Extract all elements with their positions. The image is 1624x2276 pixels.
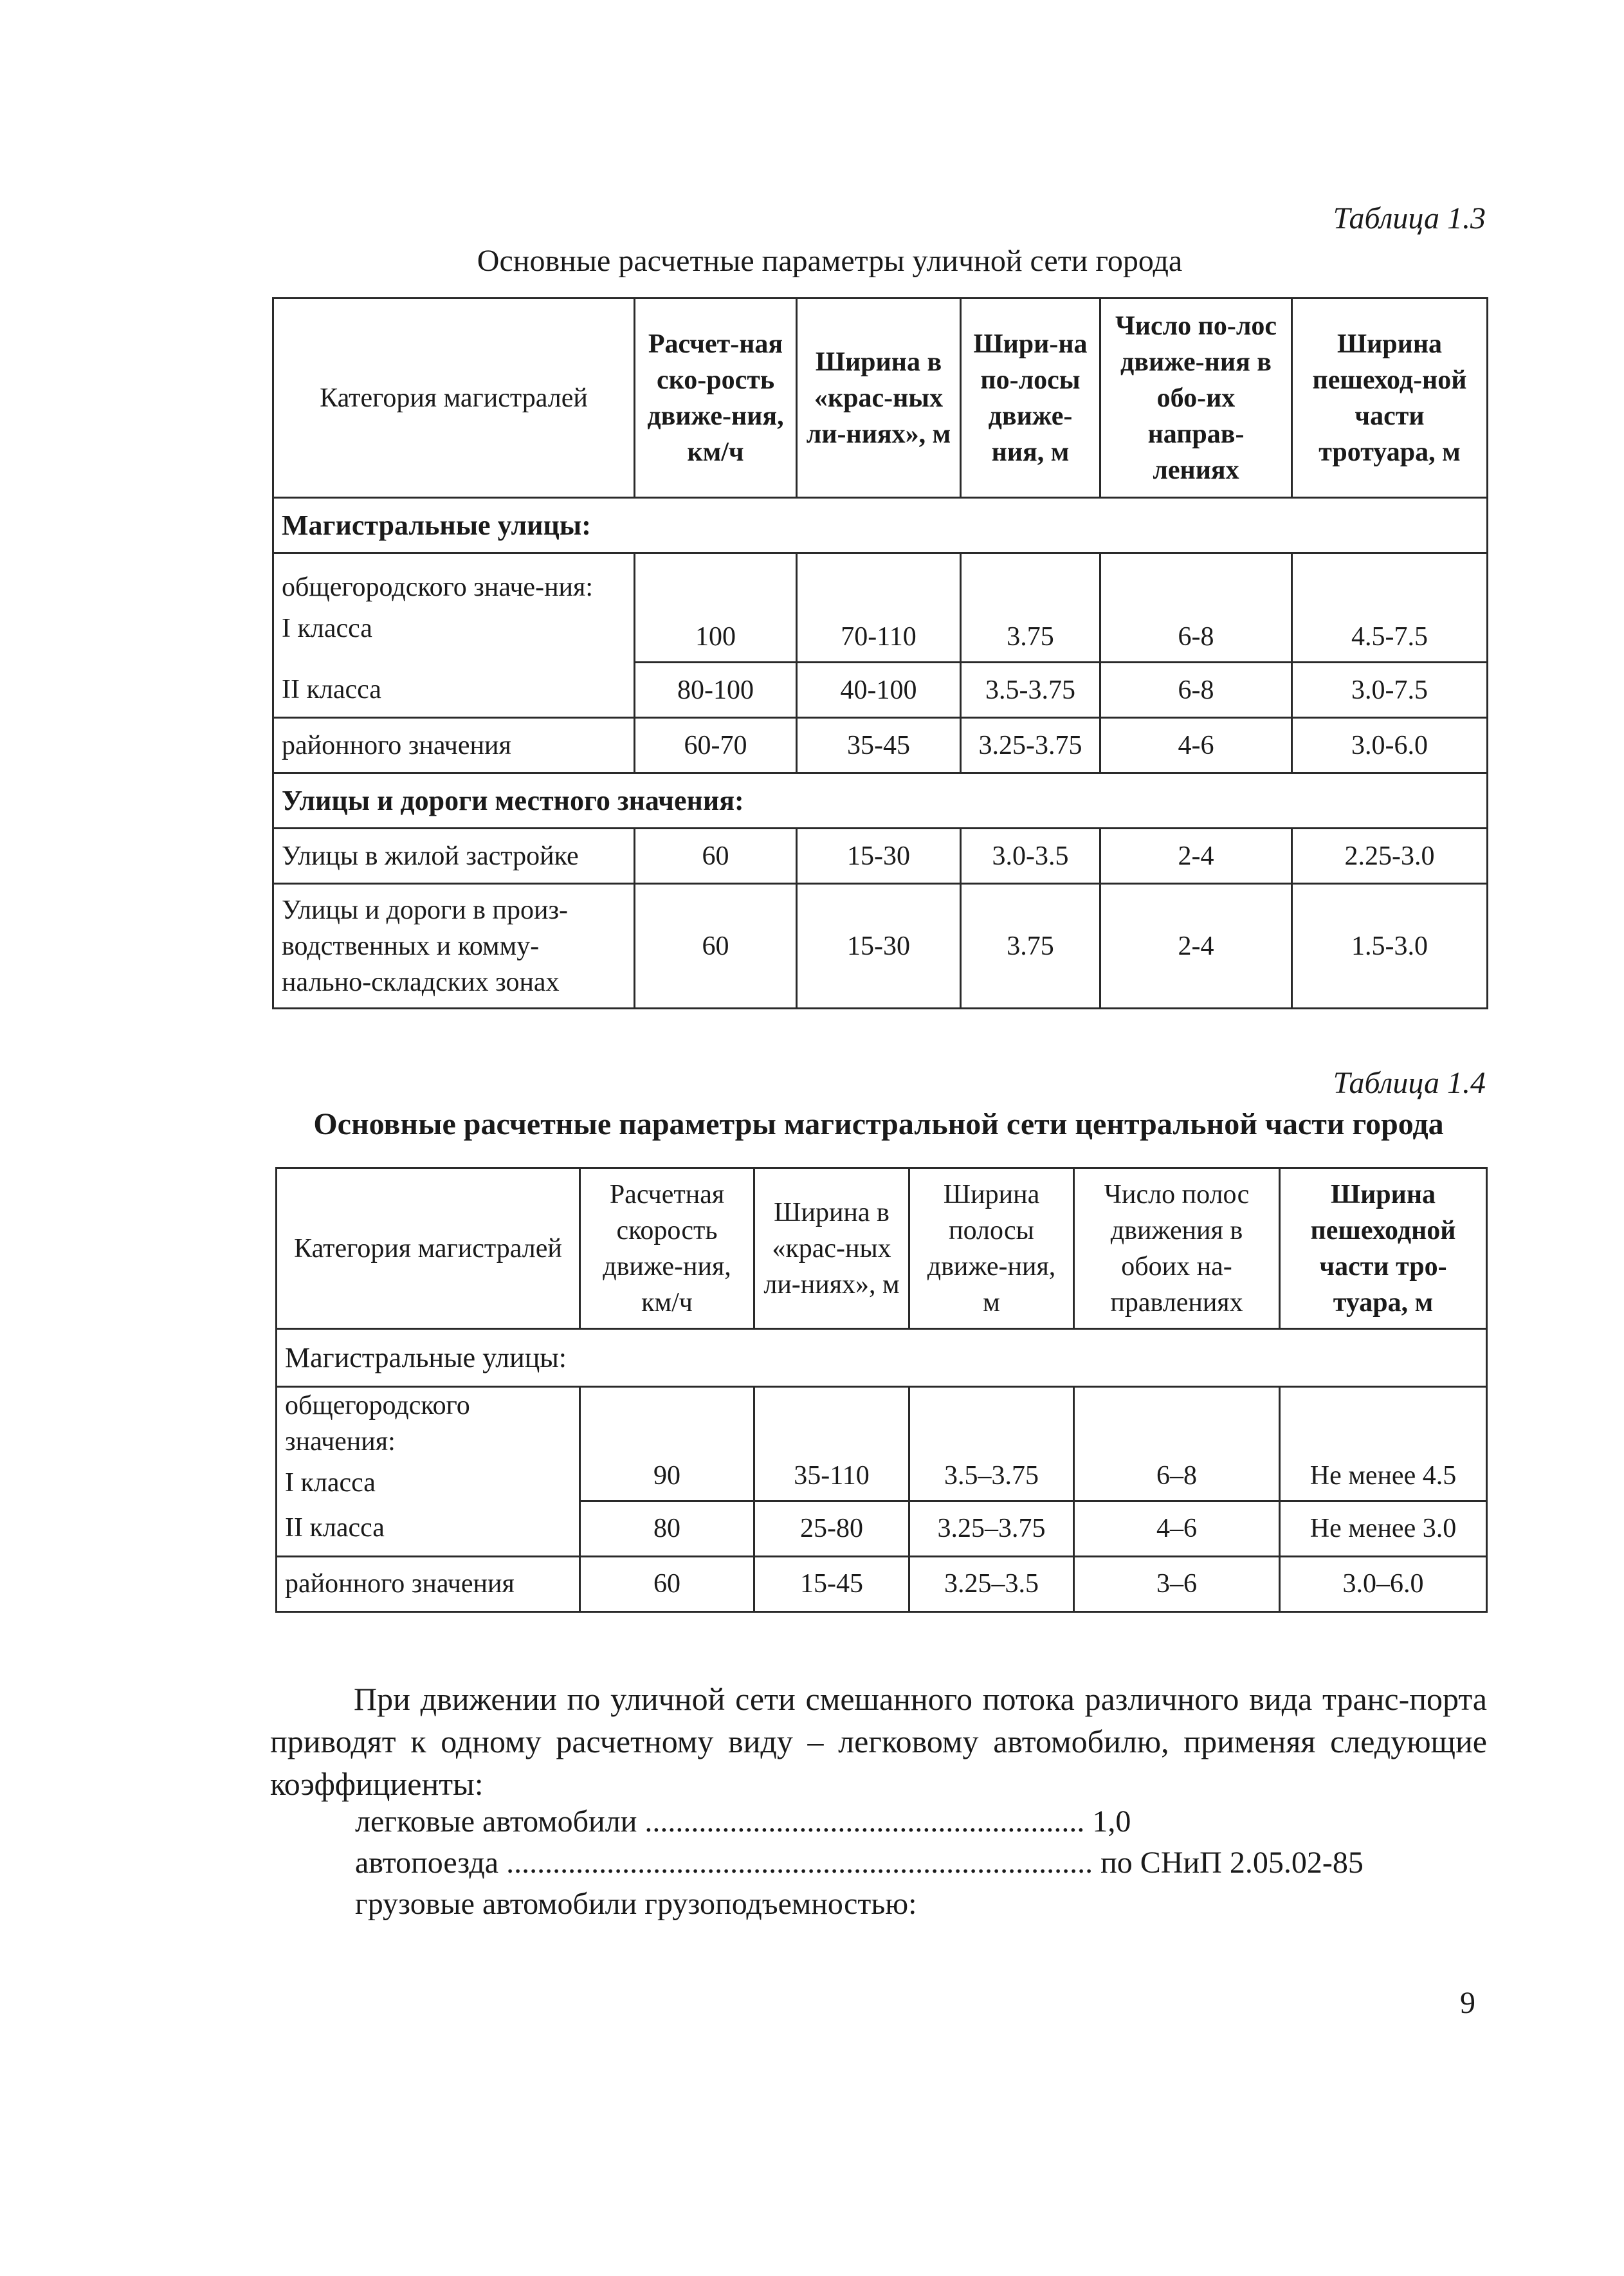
coefficient-line-cars [355,1801,1255,1842]
cell-sidewalk-width: 3.0-7.5 [1292,663,1488,718]
cell-lane-width: 3.75 [961,884,1100,1009]
leader-dots: ............................................................................ [506,1846,1101,1880]
cell-lane-width: 3.75 [961,553,1100,663]
coefficient-value: по СНиП 2.05.02-85 [1100,1846,1364,1880]
coefficient-label: автопоезда [355,1846,499,1880]
cell-width-red-lines: 70-110 [797,553,961,663]
table-row [277,1556,1487,1611]
header-width-red-lines: Ширина в «крас-ных ли-ниях», м [797,298,961,498]
coefficient-label: легковые автомобили [355,1804,637,1839]
section-row [273,498,1488,553]
header-lane-width: Ширина полосы движе-ния, м [909,1168,1074,1329]
cell-width-red-lines: 15-30 [797,829,961,884]
header-lane-width: Шири-на по-лосы движе-ния, м [961,298,1100,498]
table-row [273,718,1488,773]
section-title: Магистральные улицы: [273,498,1488,553]
cell-speed: 60-70 [635,718,797,773]
cell-sidewalk-width: 1.5-3.0 [1292,884,1488,1009]
header-lane-count: Число по-лос движе-ния в обо-их направ-лениях [1100,298,1292,498]
row-label [273,553,635,663]
cell-speed: 100 [635,553,797,663]
cell-lane-width: 3.5–3.75 [909,1387,1074,1501]
cell-lane-width: 3.25–3.5 [909,1556,1074,1611]
row-name: Улицы и дороги в произ-водственных и комму-нально-складских зонах [273,884,635,1009]
cell-lane-count: 2-4 [1100,829,1292,884]
cell-width-red-lines: 35-45 [797,718,961,773]
coefficient-line-road-trains [355,1842,1448,1884]
body-paragraph: При движении по уличной сети смешанного потока различного вида транс-порта приводят к одному расчетному виду – легковому автомобилю, применяя следующие коэффициенты: [270,1681,1487,1802]
table-1-4 [275,1167,1488,1613]
table-1-4-title: Основные расчетные параметры магистральной сети центральной части города [313,1107,1444,1141]
cell-sidewalk-width: Не менее 4.5 [1280,1387,1487,1501]
cell-lane-count: 6–8 [1074,1387,1280,1501]
cell-lane-width: 3.25–3.75 [909,1501,1074,1556]
table-row [277,1501,1487,1556]
group-label: общегородского значения: [285,1391,470,1456]
cell-speed: 80 [580,1501,754,1556]
header-speed: Расчетная скорость движе-ния, км/ч [580,1168,754,1329]
row-name: I класса [285,1468,376,1498]
table-1-3-label: Таблица 1.3 [1333,201,1486,235]
cell-sidewalk-width: 4.5-7.5 [1292,553,1488,663]
cell-speed: 90 [580,1387,754,1501]
row-name: районного значения [277,1556,580,1611]
header-width-red-lines: Ширина в «крас-ных ли-ниях», м [754,1168,909,1329]
cell-sidewalk-width: 3.0-6.0 [1292,718,1488,773]
row-name: районного значения [273,718,635,773]
header-sidewalk-width: Ширина пешеход-ной части тротуара, м [1292,298,1488,498]
header-lane-count: Число полос движения в обоих на-правлениях [1074,1168,1280,1329]
section-row [273,773,1488,829]
section-title: Магистральные улицы: [277,1329,1487,1387]
cell-lane-count: 6-8 [1100,663,1292,718]
table-row [273,553,1488,663]
cell-speed: 80-100 [635,663,797,718]
row-name: I класса [282,614,372,644]
cell-sidewalk-width: 2.25-3.0 [1292,829,1488,884]
table-1-4-label: Таблица 1.4 [1333,1066,1486,1100]
cell-speed: 60 [580,1556,754,1611]
leader-dots: ......................................................... [644,1804,1093,1839]
table-header-row [277,1168,1487,1329]
row-name: Улицы в жилой застройке [273,829,635,884]
table-row [273,884,1488,1009]
cell-width-red-lines: 15-45 [754,1556,909,1611]
page-number: 9 [1460,1986,1475,2020]
cell-lane-width: 3.25-3.75 [961,718,1100,773]
cell-lane-width: 3.5-3.75 [961,663,1100,718]
cell-lane-count: 4–6 [1074,1501,1280,1556]
cell-sidewalk-width: Не менее 3.0 [1280,1501,1487,1556]
cell-lane-width: 3.0-3.5 [961,829,1100,884]
cell-sidewalk-width: 3.0–6.0 [1280,1556,1487,1611]
cell-lane-count: 4-6 [1100,718,1292,773]
section-row [277,1329,1487,1387]
cell-lane-count: 2-4 [1100,884,1292,1009]
cell-lane-count: 3–6 [1074,1556,1280,1611]
cell-lane-count: 6-8 [1100,553,1292,663]
cell-speed: 60 [635,884,797,1009]
coefficient-value: 1,0 [1092,1804,1131,1839]
table-1-3-title: Основные расчетные параметры уличной сети города [477,244,1183,278]
table-row [273,829,1488,884]
header-category: Категория магистралей [273,298,635,498]
cell-speed: 60 [635,829,797,884]
coefficient-line-trucks: грузовые автомобили грузоподъемностью: [355,1887,917,1921]
cell-width-red-lines: 40-100 [797,663,961,718]
row-name: II класса [277,1501,580,1556]
table-1-3 [272,297,1488,1009]
header-speed: Расчет-ная ско-рость движе-ния, км/ч [635,298,797,498]
cell-width-red-lines: 25-80 [754,1501,909,1556]
section-title: Улицы и дороги местного значения: [273,773,1488,829]
row-label [277,1387,580,1501]
cell-width-red-lines: 15-30 [797,884,961,1009]
table-row [273,663,1488,718]
group-label: общегородского значе-ния: [282,573,594,603]
header-category: Категория магистралей [277,1168,580,1329]
cell-width-red-lines: 35-110 [754,1387,909,1501]
header-sidewalk-width: Ширина пешеходной части тро-туара, м [1280,1168,1487,1329]
table-row [277,1387,1487,1501]
row-name: II класса [273,663,635,718]
table-header-row [273,298,1488,498]
